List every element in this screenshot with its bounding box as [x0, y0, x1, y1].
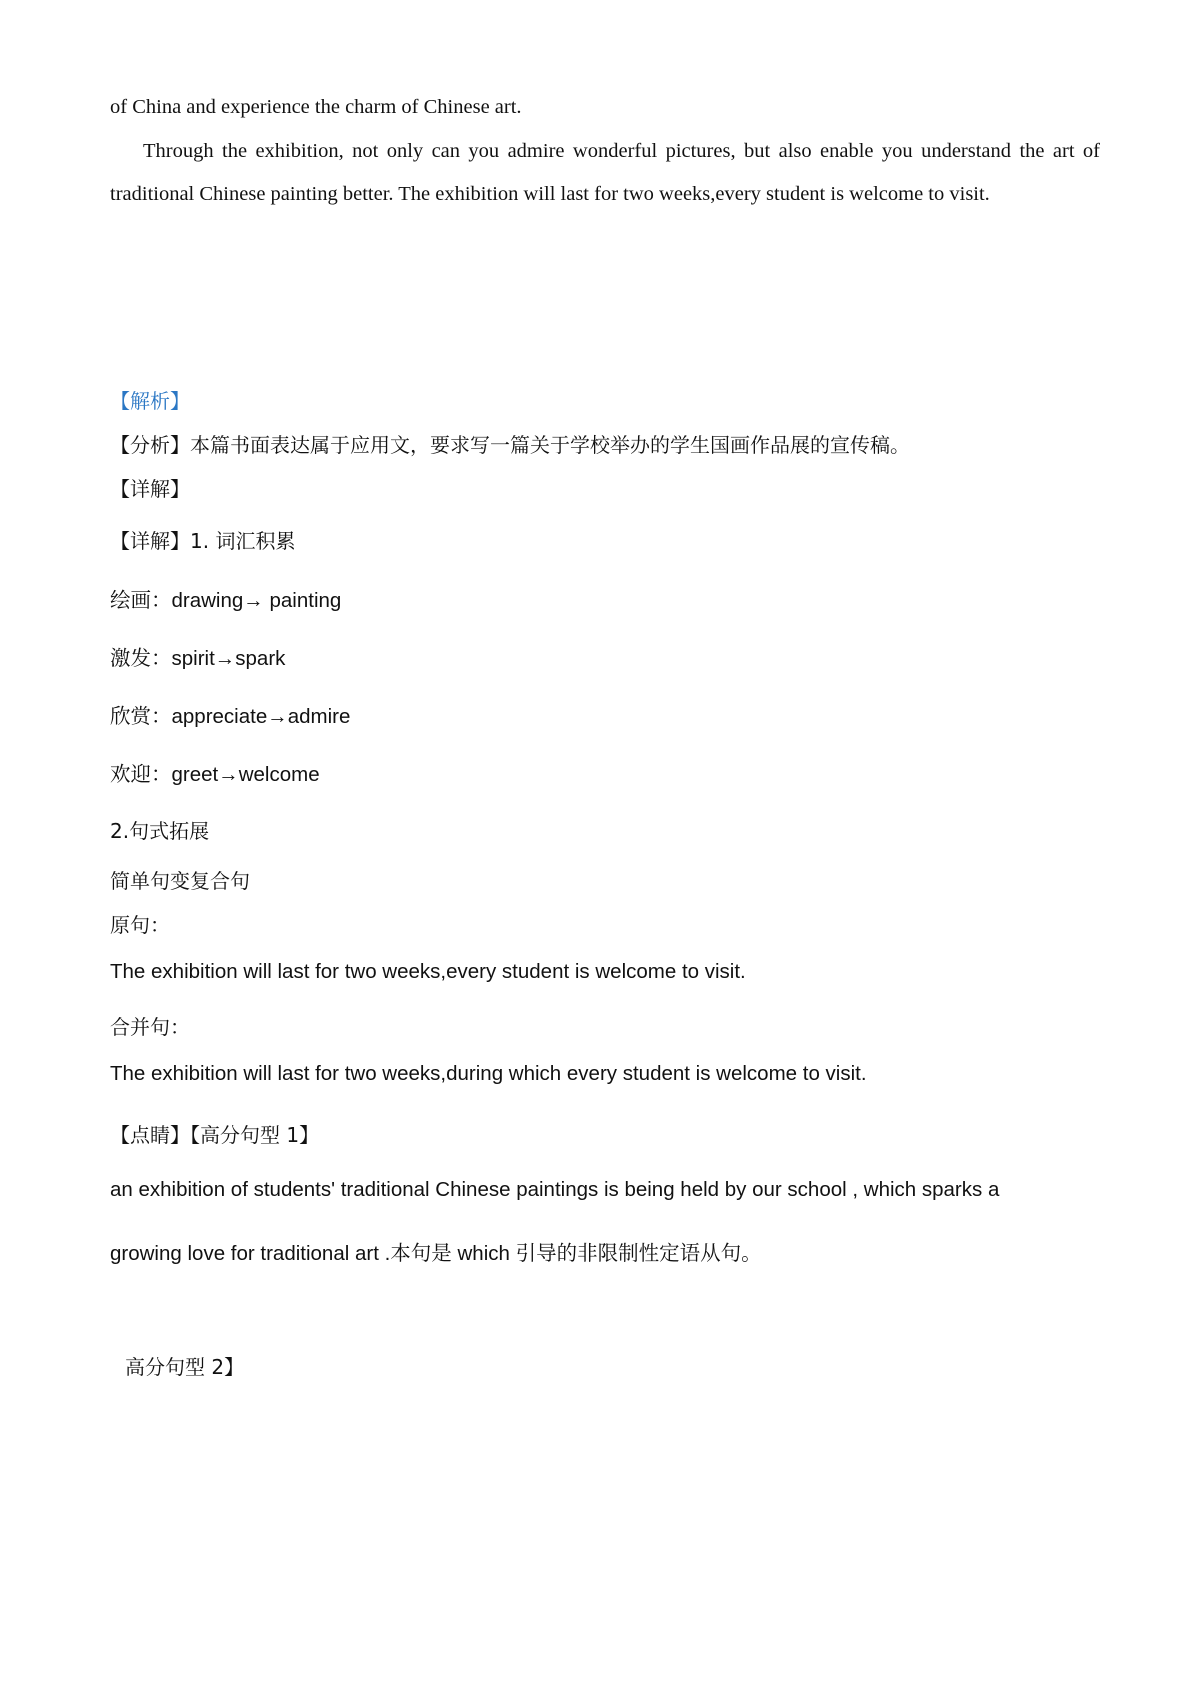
dianjing-heading: 【点睛】【高分句型 1】	[110, 1123, 320, 1147]
highscore-1-line-1: an exhibition of students' traditional Chinese paintings is being held by our school , which sparks a	[110, 1178, 1000, 1201]
merged-sentence: The exhibition will last for two weeks,during which every student is welcome to visit.	[110, 1062, 867, 1085]
vocab-item: 欢迎：greet→welcome	[110, 763, 320, 786]
highscore-1-line-2: growing love for traditional art .本句是 which 引导的非限制性定语从句。	[110, 1242, 762, 1265]
vocab-item: 绘画：drawing→ painting	[110, 589, 342, 612]
original-sentence: The exhibition will last for two weeks,every student is welcome to visit.	[110, 960, 746, 983]
highscore-2-heading: 高分句型 2】	[125, 1355, 245, 1379]
pattern-heading: 2.句式拓展	[110, 819, 210, 843]
vocab-item: 欣赏：appreciate→admire	[110, 705, 351, 728]
pattern-subheading: 简单句变复合句	[110, 869, 250, 893]
merged-label: 合并句：	[110, 1015, 190, 1039]
passage-line-3: traditional Chinese painting better. The exhibition will last for two weeks,every student is welcome to visit.	[110, 183, 990, 205]
analysis-header: 【解析】	[110, 389, 190, 413]
original-label: 原句：	[110, 913, 170, 937]
passage-line-1: of China and experience the charm of Chinese art.	[110, 96, 522, 118]
xiangjie-header: 【详解】	[110, 477, 190, 501]
passage-line-2: Through the exhibition, not only can you admire wonderful pictures, but also enable you understand the art of	[143, 140, 1100, 162]
vocab-heading: 【详解】1. 词汇积累	[110, 529, 296, 553]
analysis-fenxi: 【分析】本篇书面表达属于应用文，要求写一篇关于学校举办的学生国画作品展的宣传稿。	[110, 433, 910, 457]
vocab-item: 激发：spirit→spark	[110, 647, 286, 670]
